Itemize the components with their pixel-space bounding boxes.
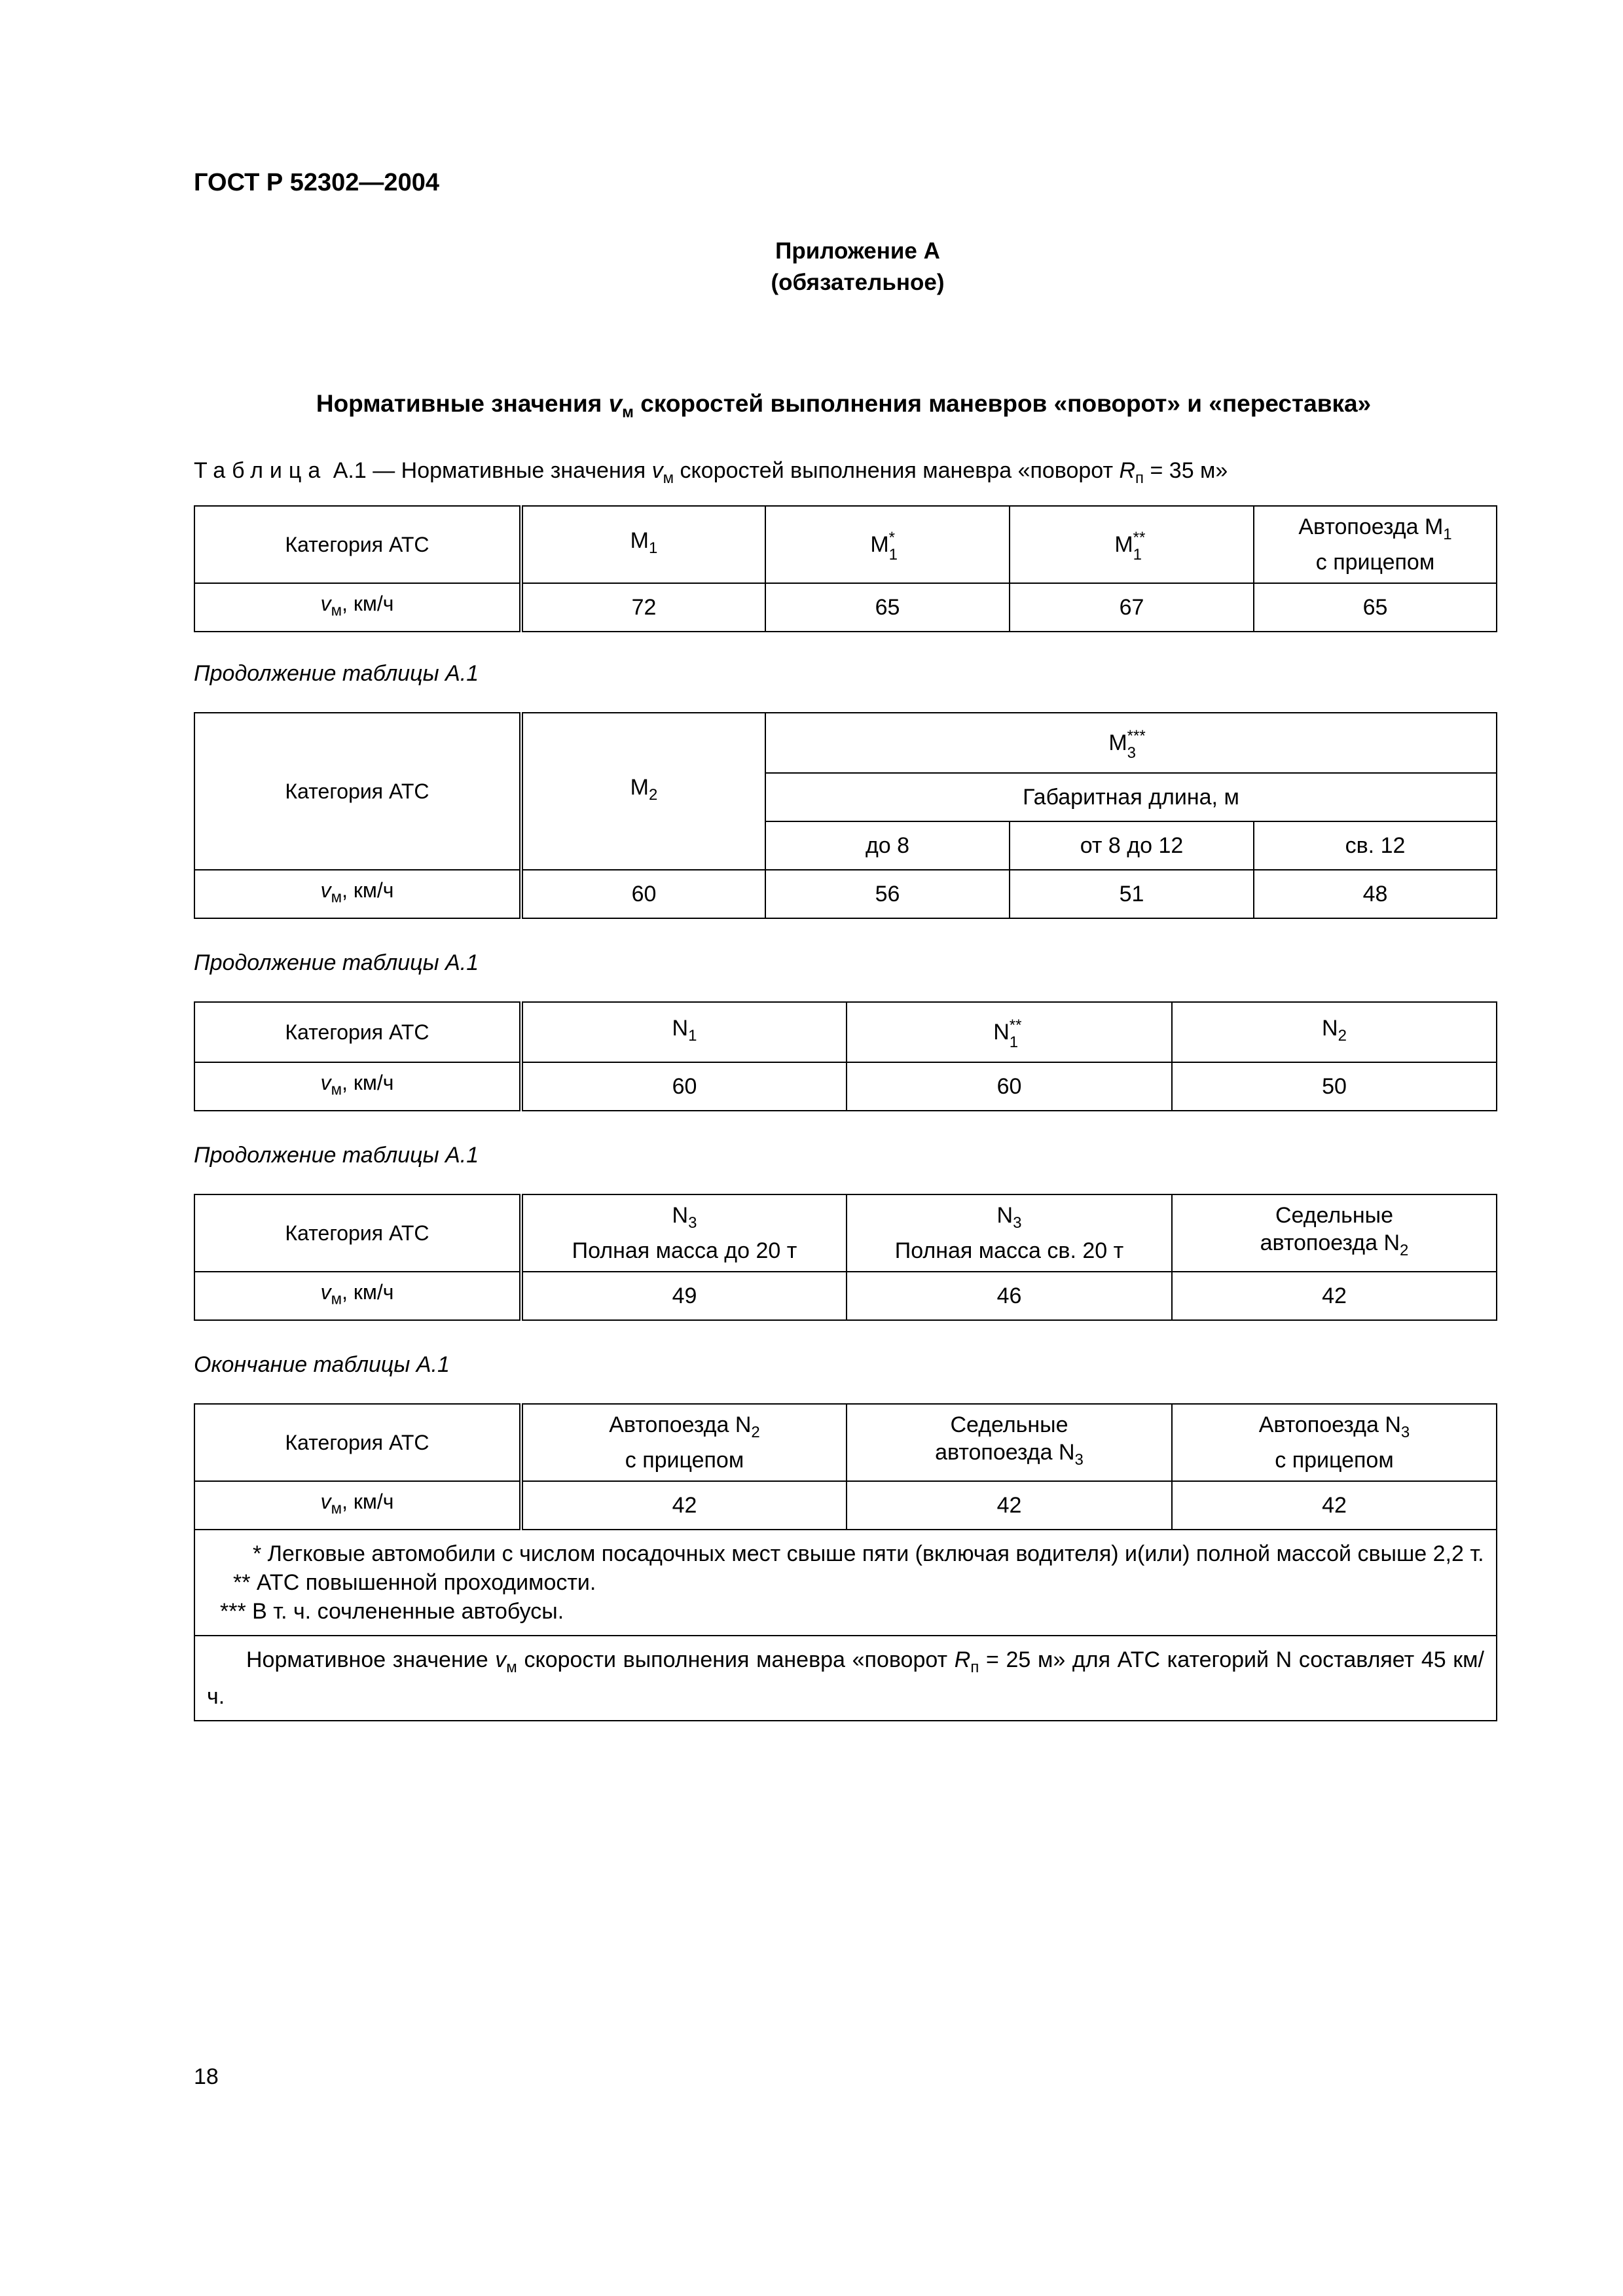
header-cell: $N_3$ Полная масса св. 20 т	[847, 1194, 1172, 1272]
caption-text-mid: скоростей выполнения маневра «поворот	[674, 458, 1120, 483]
appendix-title: Приложение А	[775, 238, 940, 264]
value-cell: 42	[1172, 1481, 1497, 1530]
symbol-v-sub: м	[622, 403, 634, 422]
symbol-v: v	[608, 390, 623, 417]
page-number: 18	[194, 2064, 219, 2089]
table-row	[194, 1636, 1497, 1721]
value-cell: 49	[521, 1272, 847, 1320]
table-row	[194, 1530, 1497, 1636]
appendix-heading	[223, 236, 1493, 298]
header-cell: $N_3$ Полная масса до 20 т	[521, 1194, 847, 1272]
caption-label: Таблица	[194, 458, 327, 483]
value-cell: 46	[847, 1272, 1172, 1320]
speed-label: $v_м$, км/ч	[194, 1272, 521, 1320]
table-caption	[194, 458, 1228, 488]
table-row	[194, 1404, 1497, 1481]
category-label: Категория АТС	[194, 1404, 521, 1481]
value-cell: 42	[1172, 1272, 1497, 1320]
section-title	[194, 390, 1493, 422]
symbol-r-sub: п	[1135, 469, 1144, 487]
table-row	[194, 1194, 1497, 1272]
header-cell: M * 1	[765, 506, 1010, 583]
table-row	[194, 1272, 1497, 1320]
value-cell: 65	[1254, 583, 1497, 632]
category-label: Категория АТС	[194, 1002, 521, 1062]
header-cell: M *** 3	[765, 713, 1497, 773]
footnote: * Легковые автомобили с числом посадочных мест свыше пяти (включая водителя) и(или) полной массой свыше 2,2 т.	[253, 1541, 1484, 1566]
table-row	[194, 1002, 1497, 1062]
speed-label: $v_м$, км/ч	[194, 1481, 521, 1530]
category-label: Категория АТС	[194, 1194, 521, 1272]
table-a1-part5	[194, 1403, 1497, 1721]
header-cell: Автопоезда $N_3$ с прицепом	[1172, 1404, 1497, 1481]
value-cell: 51	[1010, 870, 1254, 918]
speed-label: $v_м$, км/ч	[194, 870, 521, 918]
continuation-label: Продолжение таблицы А.1	[194, 1143, 479, 1168]
continuation-label: Продолжение таблицы А.1	[194, 661, 479, 686]
value-cell: 42	[521, 1481, 847, 1530]
table-row	[194, 506, 1497, 583]
table-a1-part3	[194, 1001, 1497, 1111]
value-cell: 60	[521, 870, 765, 918]
header-cell: $N_2$	[1172, 1002, 1497, 1062]
value-cell: 42	[847, 1481, 1172, 1530]
header-cell: Седельные автопоезда $N_2$	[1172, 1194, 1497, 1272]
header-cell: до 8	[765, 821, 1010, 870]
header-cell: $M_2$	[521, 713, 765, 870]
section-title-text-end: скоростей выполнения маневров «поворот» и «переставка»	[633, 390, 1372, 417]
continuation-label: Продолжение таблицы А.1	[194, 950, 479, 975]
table-a1-part4	[194, 1194, 1497, 1321]
appendix-status: (обязательное)	[771, 270, 945, 295]
symbol-r: R	[1119, 458, 1136, 483]
footnotes	[194, 1530, 1497, 1636]
value-cell: 60	[847, 1062, 1172, 1111]
footnote: ** АТС повышенной проходимости.	[233, 1570, 596, 1595]
table-a1-part1	[194, 505, 1497, 632]
table-a1-part2	[194, 712, 1497, 919]
symbol-v: v	[651, 458, 663, 483]
table-row	[194, 870, 1497, 918]
header-cell: $N_1$	[521, 1002, 847, 1062]
caption-text: А.1 — Нормативные значения	[327, 458, 652, 483]
header-cell: N ** 1	[847, 1002, 1172, 1062]
header-cell: $M_1$	[521, 506, 765, 583]
header-cell: Автопоезда $M_1$ с прицепом	[1254, 506, 1497, 583]
header-cell: M ** 1	[1010, 506, 1254, 583]
document-code: ГОСТ Р 52302—2004	[194, 169, 439, 196]
table-row	[194, 1062, 1497, 1111]
header-cell: от 8 до 12	[1010, 821, 1254, 870]
end-label: Окончание таблицы А.1	[194, 1352, 450, 1377]
footnote: *** В т. ч. сочлененные автобусы.	[220, 1599, 564, 1624]
header-cell: Седельные автопоезда $N_3$	[847, 1404, 1172, 1481]
value-cell: 72	[521, 583, 765, 632]
table-row	[194, 1481, 1497, 1530]
header-cell: Автопоезда $N_2$ с прицепом	[521, 1404, 847, 1481]
category-label: Категория АТС	[194, 713, 521, 870]
caption-text-end: = 35 м»	[1144, 458, 1228, 483]
value-cell: 65	[765, 583, 1010, 632]
section-title-text: Нормативные значения	[316, 390, 609, 417]
category-label: Категория АТС	[194, 506, 521, 583]
symbol-v-sub: м	[663, 469, 674, 487]
value-cell: 67	[1010, 583, 1254, 632]
note-text: Нормативное значение $v_м$ скорости выполнения маневра «поворот $R_п = 25$ м» для АТС категорий N составляет 45 км/ч.	[207, 1647, 1485, 1709]
value-cell: 48	[1254, 870, 1497, 918]
note	[194, 1636, 1497, 1721]
value-cell: 56	[765, 870, 1010, 918]
speed-label: $v_м$, км/ч	[194, 583, 521, 632]
value-cell: 60	[521, 1062, 847, 1111]
value-cell: 50	[1172, 1062, 1497, 1111]
table-row	[194, 583, 1497, 632]
table-row	[194, 713, 1497, 773]
speed-label: $v_м$, км/ч	[194, 1062, 521, 1111]
header-cell: св. 12	[1254, 821, 1497, 870]
header-cell: Габаритная длина, м	[765, 773, 1497, 821]
